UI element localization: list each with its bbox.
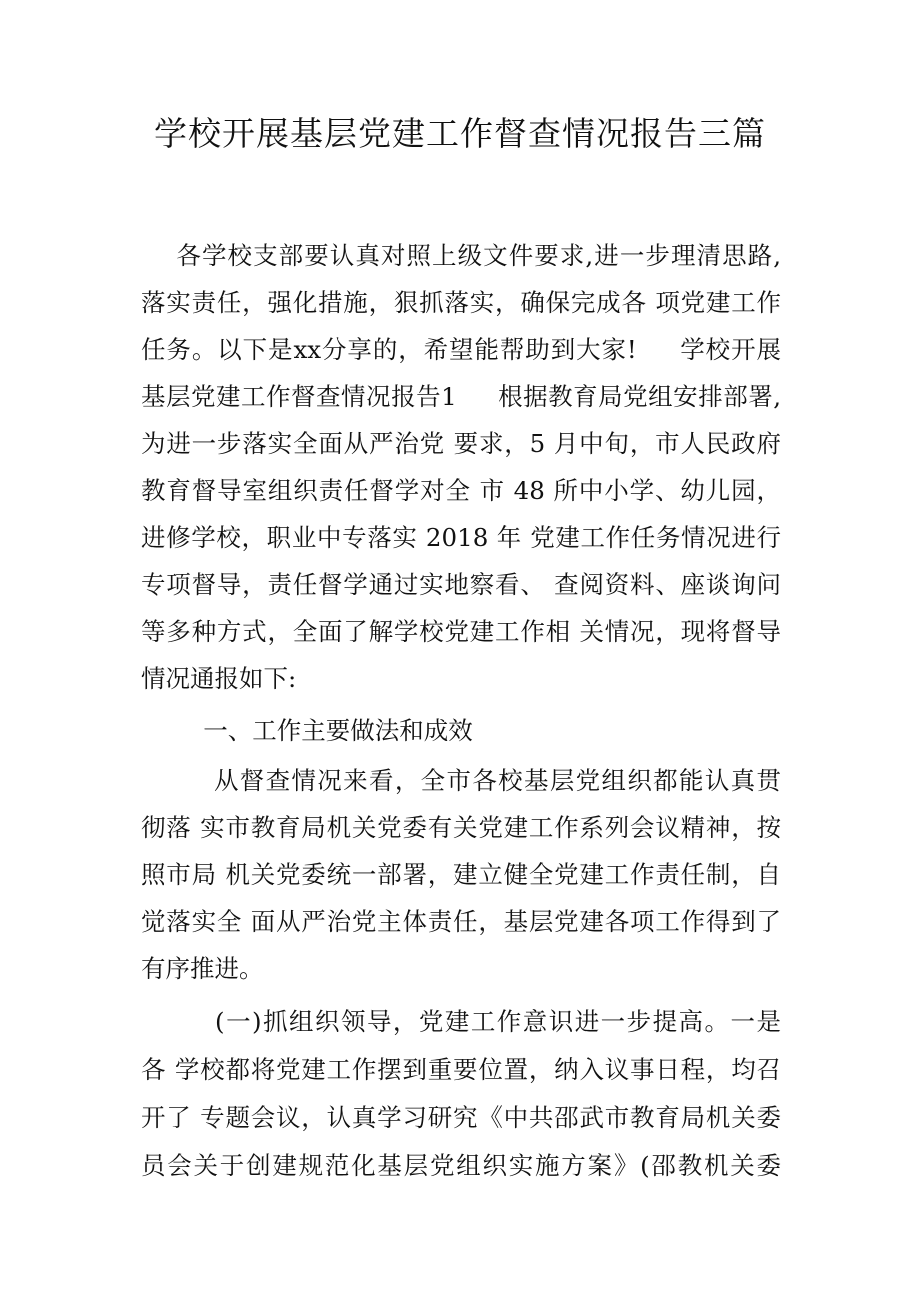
body-line-15: 觉落实全 面从严治党主体责任，基层党建各项工作得到了 — [141, 907, 781, 936]
body-line-3: 任务。以下是xx分享的，希望能帮助到大家! 学校开展 — [141, 335, 781, 364]
document-title: 学校开展基层党建工作督查情况报告三篇 — [154, 114, 766, 153]
section-heading: 一、工作主要做法和成效 — [141, 716, 473, 745]
body-line-4: 基层党建工作督查情况报告1 根据教育局党组安排部署, — [141, 382, 781, 411]
body-line-6: 教育督导室组织责任督学对全 市 48 所中小学、幼儿园， — [141, 476, 781, 505]
body-line-2: 落实责任，强化措施，狠抓落实，确保完成各 项党建工作 — [141, 288, 781, 317]
body-line-5: 为进一步落实全面从严治党 要求，5 月中旬，市人民政府 — [141, 429, 781, 458]
body-line-14: 照市局 机关党委统一部署，建立健全党建工作责任制，自 — [141, 860, 781, 889]
body-line-20: 员会关于创建规范化基层党组织实施方案》(邵教机关委 — [141, 1151, 781, 1180]
body-line-12: 从督查情况来看，全市各校基层党组织都能认真贯 — [141, 766, 781, 795]
body-line-16: 有序推进。 — [141, 954, 264, 983]
body-line-8: 专项督导，责任督学通过实地察看、 查阅资料、座谈询问 — [141, 570, 781, 599]
body-line-18: 各 学校都将党建工作摆到重要位置，纳入议事日程，均召 — [141, 1055, 781, 1084]
body-line-9: 等多种方式，全面了解学校党建工作相 关情况，现将督导 — [141, 617, 781, 646]
body-line-17: (一)抓组织领导，党建工作意识进一步提高。一是 — [141, 1007, 781, 1036]
body-line-13: 彻落 实市教育局机关党委有关党建工作系列会议精神，按 — [141, 813, 781, 842]
body-line-1: 各学校支部要认真对照上级文件要求,进一步理清思路, — [141, 241, 781, 270]
body-line-10: 情况通报如下: — [141, 664, 297, 693]
body-line-7: 进修学校，职业中专落实 2018 年 党建工作任务情况进行 — [141, 523, 781, 552]
body-line-19: 开了 专题会议，认真学习研究《中共邵武市教育局机关委 — [141, 1103, 781, 1132]
